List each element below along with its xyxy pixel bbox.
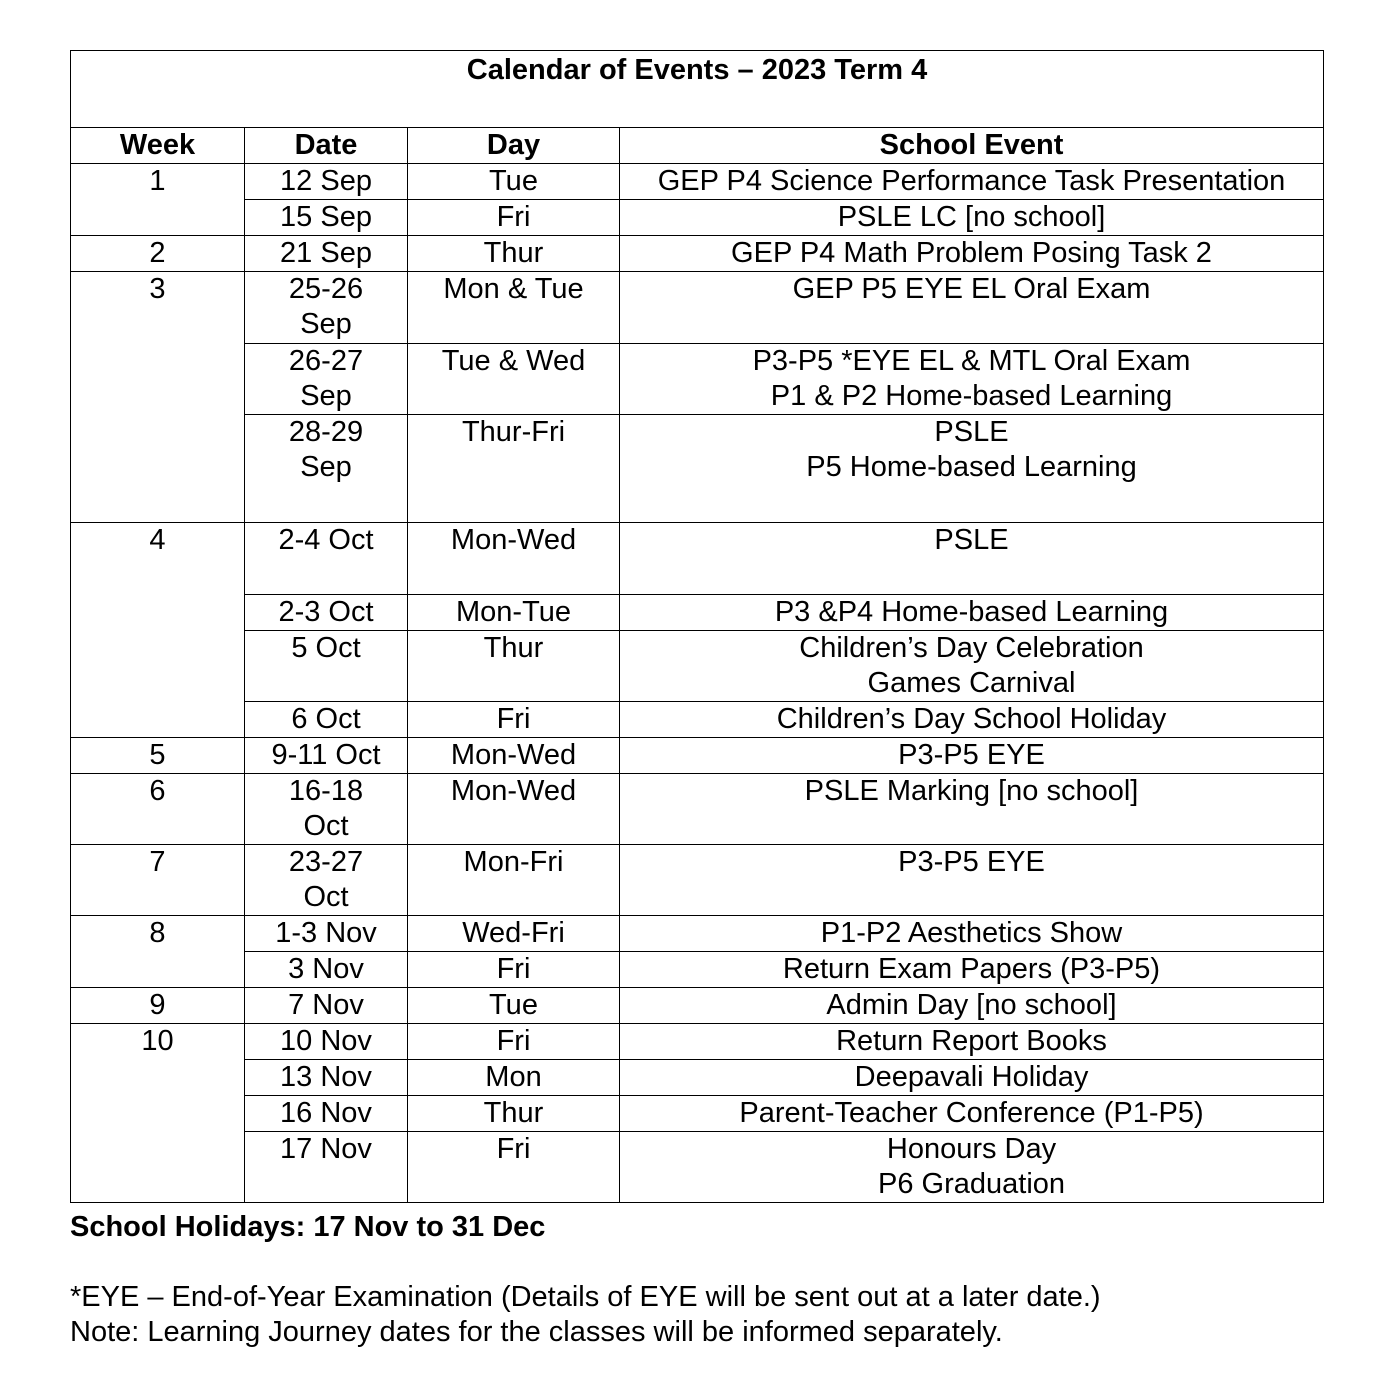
event-cell: PSLE Marking [no school] (620, 774, 1324, 845)
school-holidays-note: School Holidays: 17 Nov to 31 Dec (70, 1211, 546, 1243)
event-cell: GEP P4 Math Problem Posing Task 2 (620, 236, 1324, 272)
table-row (71, 916, 1324, 952)
table-row (71, 1060, 1324, 1096)
date-cell: 10 Nov (245, 1024, 408, 1060)
date-cell: 7 Nov (245, 988, 408, 1024)
date-cell: 17 Nov (245, 1132, 408, 1203)
day-cell: Tue (408, 988, 620, 1024)
date-cell: 2-4 Oct (245, 523, 408, 595)
date-cell: 28-29 Sep (245, 415, 408, 523)
event-cell: Parent-Teacher Conference (P1-P5) (620, 1096, 1324, 1132)
day-cell: Mon & Tue (408, 272, 620, 344)
day-cell: Tue (408, 164, 620, 200)
week-cell: 4 (71, 523, 245, 738)
date-cell: 3 Nov (245, 952, 408, 988)
week-cell: 9 (71, 988, 245, 1024)
eye-footnote: *EYE – End-of-Year Examination (Details of EYE will be sent out at a later date.) (70, 1281, 1101, 1313)
event-cell: GEP P4 Science Performance Task Presentation (620, 164, 1324, 200)
table-row (71, 774, 1324, 845)
week-cell: 2 (71, 236, 245, 272)
event-cell: GEP P5 EYE EL Oral Exam (620, 272, 1324, 344)
table-row (71, 236, 1324, 272)
event-cell: P3-P5 EYE (620, 845, 1324, 916)
event-cell: Return Report Books (620, 1024, 1324, 1060)
table-row (71, 272, 1324, 344)
table-row (71, 200, 1324, 236)
day-cell: Thur-Fri (408, 415, 620, 523)
table-row (71, 523, 1324, 595)
day-cell: Fri (408, 1024, 620, 1060)
table-row (71, 344, 1324, 415)
event-cell: P3-P5 *EYE EL & MTL Oral Exam P1 & P2 Home-based Learning (620, 344, 1324, 415)
table-row (71, 1096, 1324, 1132)
date-cell: 2-3 Oct (245, 595, 408, 631)
table-row (71, 1132, 1324, 1203)
table-row (71, 595, 1324, 631)
table-row (71, 164, 1324, 200)
date-cell: 15 Sep (245, 200, 408, 236)
date-cell: 5 Oct (245, 631, 408, 702)
day-cell: Fri (408, 200, 620, 236)
date-cell: 16-18 Oct (245, 774, 408, 845)
event-cell: Honours Day P6 Graduation (620, 1132, 1324, 1203)
date-cell: 21 Sep (245, 236, 408, 272)
day-cell: Fri (408, 952, 620, 988)
day-cell: Mon-Tue (408, 595, 620, 631)
table-row (71, 845, 1324, 916)
learning-journey-note: Note: Learning Journey dates for the classes will be informed separately. (70, 1316, 1003, 1348)
event-cell: Deepavali Holiday (620, 1060, 1324, 1096)
day-cell: Tue & Wed (408, 344, 620, 415)
day-cell: Thur (408, 631, 620, 702)
week-cell: 10 (71, 1024, 245, 1203)
event-cell: Return Exam Papers (P3-P5) (620, 952, 1324, 988)
event-cell: Admin Day [no school] (620, 988, 1324, 1024)
table-row (71, 1024, 1324, 1060)
date-cell: 13 Nov (245, 1060, 408, 1096)
day-cell: Wed-Fri (408, 916, 620, 952)
event-cell: Children’s Day School Holiday (620, 702, 1324, 738)
table-row (71, 738, 1324, 774)
notes-section (70, 1210, 1101, 1350)
week-cell: 5 (71, 738, 245, 774)
table-row (71, 952, 1324, 988)
events-table (70, 50, 1324, 1203)
event-cell: P3 &P4 Home-based Learning (620, 595, 1324, 631)
date-cell: 23-27 Oct (245, 845, 408, 916)
day-cell: Mon-Fri (408, 845, 620, 916)
date-cell: 26-27 Sep (245, 344, 408, 415)
date-cell: 9-11 Oct (245, 738, 408, 774)
day-cell: Fri (408, 1132, 620, 1203)
header-week: Week (71, 128, 245, 164)
week-cell: 7 (71, 845, 245, 916)
calendar-document (70, 50, 1323, 1203)
event-cell: PSLE LC [no school] (620, 200, 1324, 236)
week-cell: 8 (71, 916, 245, 988)
week-cell: 3 (71, 272, 245, 523)
day-cell: Fri (408, 702, 620, 738)
date-cell: 1-3 Nov (245, 916, 408, 952)
week-cell: 1 (71, 164, 245, 236)
day-cell: Thur (408, 236, 620, 272)
event-cell: Children’s Day Celebration Games Carnival (620, 631, 1324, 702)
event-cell: P1-P2 Aesthetics Show (620, 916, 1324, 952)
day-cell: Thur (408, 1096, 620, 1132)
date-cell: 12 Sep (245, 164, 408, 200)
table-row (71, 988, 1324, 1024)
header-day: Day (408, 128, 620, 164)
table-row (71, 702, 1324, 738)
date-cell: 6 Oct (245, 702, 408, 738)
date-cell: 25-26 Sep (245, 272, 408, 344)
day-cell: Mon-Wed (408, 774, 620, 845)
event-cell: PSLE (620, 523, 1324, 595)
event-cell: PSLE P5 Home-based Learning (620, 415, 1324, 523)
header-date: Date (245, 128, 408, 164)
week-cell: 6 (71, 774, 245, 845)
table-row (71, 631, 1324, 702)
day-cell: Mon-Wed (408, 523, 620, 595)
table-title: Calendar of Events – 2023 Term 4 (71, 51, 1324, 128)
header-school-event: School Event (620, 128, 1324, 164)
date-cell: 16 Nov (245, 1096, 408, 1132)
table-row (71, 415, 1324, 523)
day-cell: Mon-Wed (408, 738, 620, 774)
day-cell: Mon (408, 1060, 620, 1096)
event-cell: P3-P5 EYE (620, 738, 1324, 774)
